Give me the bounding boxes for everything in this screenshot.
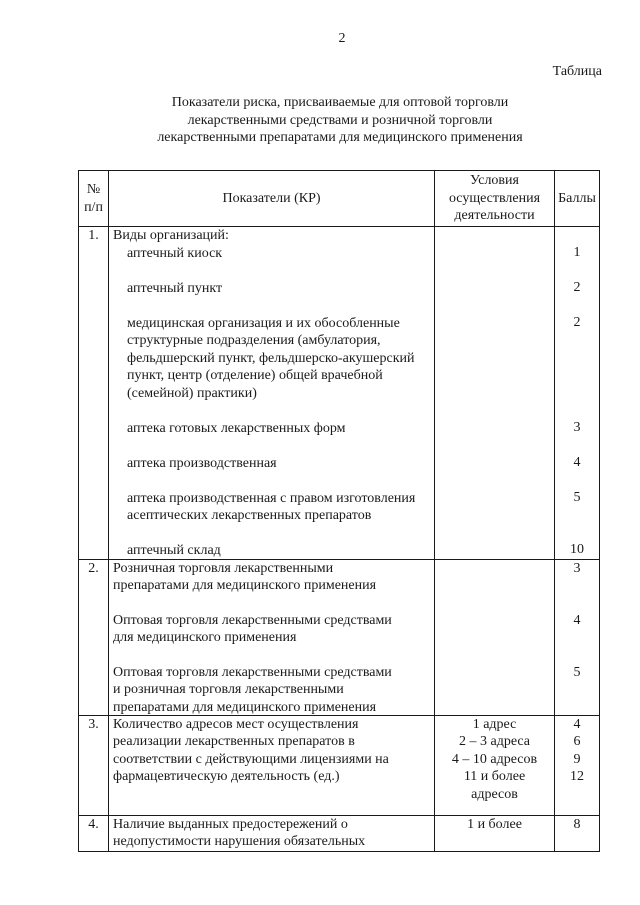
row-indicator-line: реализации лекарственных препаратов в [113, 734, 355, 749]
list-item-line: аптека производственная [127, 455, 277, 471]
condition-value: 11 и более [463, 769, 526, 784]
header-conditions [435, 171, 555, 227]
list-item-line: (семейной) практики) [127, 385, 257, 401]
row-conditions [435, 559, 555, 715]
list-item [127, 420, 430, 455]
table-label: Таблица [552, 64, 602, 79]
condition-value: 4 – 10 адресов [451, 751, 538, 767]
list-item-line: и розничная торговля лекарственными [113, 682, 344, 697]
list-item-line: препаратами для медицинского применения [113, 699, 377, 715]
points-value: 5 [573, 664, 581, 680]
points-value: 2 [573, 315, 581, 330]
header-number-line: п/п [84, 199, 103, 215]
list-item-line: Оптовая торговля лекарственными средствами [113, 612, 392, 628]
list-item-line: аптечный пункт [127, 280, 223, 296]
title-line: лекарственными средствами и розничной торговли [187, 112, 493, 128]
row-conditions [435, 715, 555, 815]
points-value: 8 [573, 816, 581, 832]
title-line: лекарственными препаратами для медицинского применения [157, 130, 523, 145]
row-indicator-line: Количество адресов мест осуществления [113, 716, 359, 732]
list-item [127, 490, 430, 542]
condition-value: адресов [471, 786, 518, 802]
row-indicator [109, 559, 435, 715]
header-number-line: № [86, 182, 101, 197]
header-points: Баллы [555, 171, 600, 227]
row-points [555, 815, 600, 851]
header-indicator: Показатели (КР) [109, 171, 435, 227]
row-indicator [109, 815, 435, 851]
points-value: 4 [573, 455, 581, 470]
row-indicator [109, 715, 435, 815]
header-conditions-line: Условия [470, 173, 519, 189]
table-row [79, 227, 600, 560]
table-row [79, 715, 600, 815]
row-number: 1. [79, 227, 109, 560]
row-number: 4. [79, 815, 109, 851]
points-value: 4 [573, 716, 581, 732]
list-item-line: препаратами для медицинского применения [113, 578, 377, 593]
list-item-line: асептических лекарственных препаратов [127, 508, 372, 523]
points-value: 2 [573, 280, 581, 295]
list-item-line: Розничная торговля лекарственными [113, 560, 334, 576]
list-item [127, 280, 430, 315]
row-indicator-line: Наличие выданных предостережений о [113, 816, 348, 832]
list-item [113, 560, 430, 612]
list-item-line: медицинская организация и их обособленные [127, 315, 400, 331]
points-value: 12 [570, 769, 584, 784]
table-title [60, 94, 620, 147]
row-conditions [435, 227, 555, 560]
list-item [113, 612, 430, 664]
table-row [79, 815, 600, 851]
condition-value: 1 и более [467, 816, 522, 832]
row-indicator [109, 227, 435, 560]
list-item-line: аптечный киоск [127, 245, 223, 261]
list-item [127, 542, 430, 559]
page-number: 2 [338, 31, 346, 46]
points-value: 3 [573, 420, 581, 435]
table-row [79, 559, 600, 715]
points-value: 10 [570, 542, 584, 557]
points-value: 6 [573, 734, 581, 749]
list-item-line: Оптовая торговля лекарственными средствами [113, 664, 392, 680]
list-item-line: структурные подразделения (амбулатория, [127, 333, 381, 348]
row-points [555, 227, 600, 560]
list-item-line: аптека готовых лекарственных форм [127, 420, 346, 436]
points-value: 3 [573, 560, 581, 576]
row-conditions [435, 815, 555, 851]
list-item [113, 664, 430, 715]
points-value: 1 [573, 245, 581, 260]
list-item [127, 315, 430, 420]
risk-indicators-table [78, 170, 600, 852]
header-conditions-line: деятельности [454, 208, 535, 224]
title-line: Показатели риска, присваиваемые для оптовой торговли [171, 95, 509, 110]
row-indicator-line: недопустимости нарушения обязательных [113, 834, 366, 849]
row-number: 3. [79, 715, 109, 815]
list-item-line: пункт, центр (отделение) общей врачебной [127, 368, 383, 383]
row-indicator-line: соответствии с действующими лицензиями на [113, 751, 389, 767]
row-indicator-line: фармацевтическую деятельность (ед.) [113, 769, 340, 784]
list-item-line: фельдшерский пункт, фельдшерско-акушерский [127, 350, 415, 366]
header-conditions-line: осуществления [448, 190, 541, 206]
header-number [79, 171, 109, 227]
points-value: 9 [573, 751, 581, 767]
row-heading: Виды организаций: [113, 228, 229, 243]
list-item [127, 245, 430, 280]
row-number: 2. [79, 559, 109, 715]
row-points [555, 559, 600, 715]
row-points [555, 715, 600, 815]
list-item-line: аптека производственная с правом изготовления [127, 490, 416, 506]
points-value: 5 [573, 490, 581, 505]
condition-value: 1 адрес [472, 716, 517, 732]
list-item-line: аптечный склад [127, 542, 221, 558]
list-item-line: для медицинского применения [113, 630, 297, 645]
points-value: 4 [573, 612, 581, 628]
list-item [127, 455, 430, 490]
condition-value: 2 – 3 адреса [459, 734, 530, 749]
table-header-row [79, 171, 600, 227]
